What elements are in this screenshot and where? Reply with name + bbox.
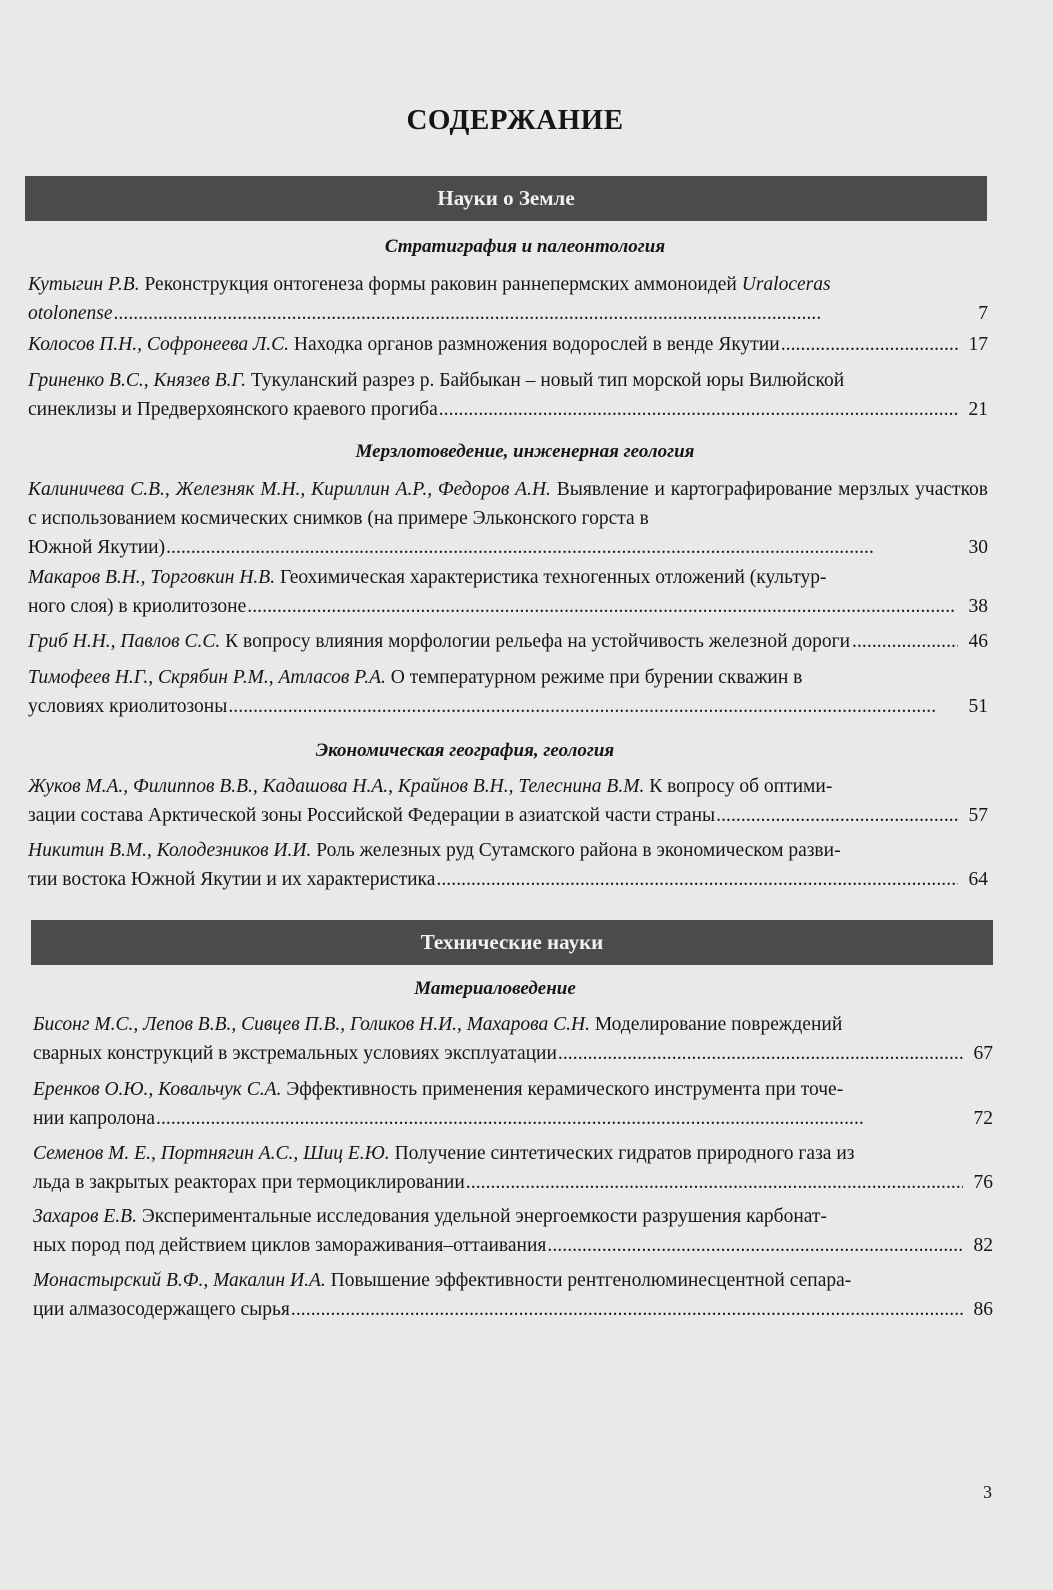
toc-entry[interactable]: [28, 663, 988, 721]
entry-page: 72: [973, 1108, 993, 1129]
entry-title-end: сварных конструкций в экстремальных условиях эксплуатации: [33, 1043, 557, 1064]
entry-title: Экспериментальные исследования удельной энергоемкости разрушения карбонат-: [141, 1206, 827, 1227]
toc-entry[interactable]: [28, 330, 988, 359]
entry-authors: Семенов М. Е., Портнягин А.С., Шиц Е.Ю.: [33, 1143, 390, 1164]
entry-title: Геохимическая характеристика техногенных отложений (культур-: [279, 567, 827, 588]
entry-title: Повышение эффективности рентгенолюминесцентной сепара-: [330, 1270, 852, 1291]
toc-entry[interactable]: [28, 627, 988, 656]
entry-authors: Калиничева С.В., Железняк М.Н., Кириллин А.Р., Федоров А.Н.: [28, 479, 551, 500]
toc-entry[interactable]: [33, 1202, 993, 1260]
entry-title: Тукуланский разрез р. Байбыкан – новый тип морской юры Вилюйской: [250, 370, 845, 391]
entry-authors: Никитин В.М., Колодезников И.И.: [28, 840, 312, 861]
entry-title-end: условиях криолитозоны: [28, 696, 228, 717]
entry-authors: Захаров Е.В.: [33, 1206, 137, 1227]
dot-leader: [166, 533, 958, 562]
entry-title-end: otolonense: [28, 303, 113, 324]
entry-title-end: тии востока Южной Якутии и их характеристика: [28, 869, 436, 890]
entry-authors: Гриненко В.С., Князев В.Г.: [28, 370, 247, 391]
toc-entry[interactable]: [28, 836, 988, 894]
subsection-heading: Мерзлотоведение, инженерная геология: [355, 441, 695, 462]
toc-entry[interactable]: [28, 270, 988, 328]
entry-title-end: льда в закрытых реакторах при термоциклировании: [33, 1172, 465, 1193]
dot-leader: [247, 592, 958, 621]
entry-authors: Еренков О.Ю., Ковальчук С.А.: [33, 1079, 282, 1100]
dot-leader: [113, 299, 958, 328]
entry-title: Роль железных руд Сутамского района в экономическом разви-: [316, 840, 841, 861]
entry-page: 21: [968, 399, 988, 420]
entry-title-end: нии капролона: [33, 1108, 156, 1129]
entry-title: Выявление и картографирование мерзлых участков с использованием космических снимков (на примере Эльконского горста в: [28, 479, 989, 529]
toc-entry[interactable]: [28, 366, 988, 424]
entry-title: Эффективность применения керамического инструмента при точе-: [286, 1079, 844, 1100]
entry-title: О температурном режиме при бурении скважин в: [390, 667, 803, 688]
entry-authors: Жуков М.А., Филиппов В.В., Кадашова Н.А., Крайнов В.Н., Телеснина В.М.: [28, 776, 645, 797]
entry-title: Моделирование повреждений: [594, 1014, 843, 1035]
toc-entry[interactable]: [33, 1266, 993, 1324]
entry-title-end: синеклизы и Предверхоянского краевого прогиба: [28, 399, 438, 420]
dot-leader: [716, 801, 958, 830]
dot-leader: [466, 1168, 963, 1197]
entry-authors: Кутыгин Р.В.: [28, 274, 140, 295]
toc-entry[interactable]: [33, 1139, 993, 1197]
entry-title-italic: Uraloceras: [741, 274, 831, 295]
section-band-earth-sciences: Науки о Земле: [25, 176, 987, 221]
page-number: 3: [983, 1482, 992, 1502]
entry-title-end: ного слоя) в криолитозоне: [28, 596, 247, 617]
entry-title: Получение синтетических гидратов природного газа из: [394, 1143, 855, 1164]
entry-title: Реконструкция онтогенеза формы раковин раннепермских аммоноидей: [144, 274, 737, 295]
entry-page: 30: [968, 537, 988, 558]
entry-page: 82: [973, 1235, 993, 1256]
subsection-heading: Экономическая география, геология: [315, 740, 615, 761]
entry-title: Находка органов размножения водорослей в венде Якутии: [293, 334, 780, 355]
entry-title-end: ных пород под действием циклов замораживания–оттаивания: [33, 1235, 547, 1256]
dot-leader: [558, 1039, 963, 1068]
entry-title: К вопросу влияния морфологии рельефа на устойчивость железной дороги: [225, 631, 851, 652]
dot-leader: [156, 1104, 963, 1133]
dot-leader: [436, 865, 958, 894]
entry-authors: Монастырский В.Ф., Макалин И.А.: [33, 1270, 326, 1291]
entry-title-end: зации состава Арктической зоны Российской Федерации в азиатской части страны: [28, 805, 716, 826]
entry-page: 57: [968, 805, 988, 826]
entry-page: 46: [968, 631, 988, 652]
toc-entry[interactable]: [28, 772, 988, 830]
entry-title-end: Южной Якутии): [28, 537, 166, 558]
dot-leader: [291, 1295, 963, 1324]
entry-authors: Гриб Н.Н., Павлов С.С.: [28, 631, 221, 652]
toc-entry[interactable]: [28, 563, 988, 621]
entry-page: 51: [968, 696, 988, 717]
entry-page: 38: [968, 596, 988, 617]
entry-title: К вопросу об оптими-: [649, 776, 833, 797]
entry-authors: Колосов П.Н., Софронеева Л.С.: [28, 334, 290, 355]
entry-page: 7: [978, 303, 988, 324]
entry-authors: Бисонг М.С., Лепов В.В., Сивцев П.В., Голиков Н.И., Махарова С.Н.: [33, 1014, 590, 1035]
entry-page: 67: [973, 1043, 993, 1064]
subsection-heading: Материаловедение: [414, 978, 576, 999]
entry-page: 86: [973, 1299, 993, 1320]
toc-entry[interactable]: [28, 475, 988, 562]
dot-leader: [439, 395, 958, 424]
entry-page: 76: [973, 1172, 993, 1193]
entry-page: 17: [968, 334, 988, 355]
section-band-technical-sciences: Технические науки: [31, 920, 993, 965]
dot-leader: [781, 330, 958, 359]
toc-entry[interactable]: [33, 1010, 993, 1068]
dot-leader: [852, 627, 958, 656]
dot-leader: [547, 1231, 963, 1260]
entry-page: 64: [968, 869, 988, 890]
page-title: СОДЕРЖАНИЕ: [406, 104, 624, 136]
entry-title-end: ции алмазосодержащего сырья: [33, 1299, 290, 1320]
entry-authors: Макаров В.Н., Торговкин Н.В.: [28, 567, 276, 588]
dot-leader: [228, 692, 958, 721]
entry-authors: Тимофеев Н.Г., Скрябин Р.М., Атласов Р.А.: [28, 667, 386, 688]
subsection-heading: Стратиграфия и палеонтология: [384, 236, 666, 257]
toc-entry[interactable]: [33, 1075, 993, 1133]
